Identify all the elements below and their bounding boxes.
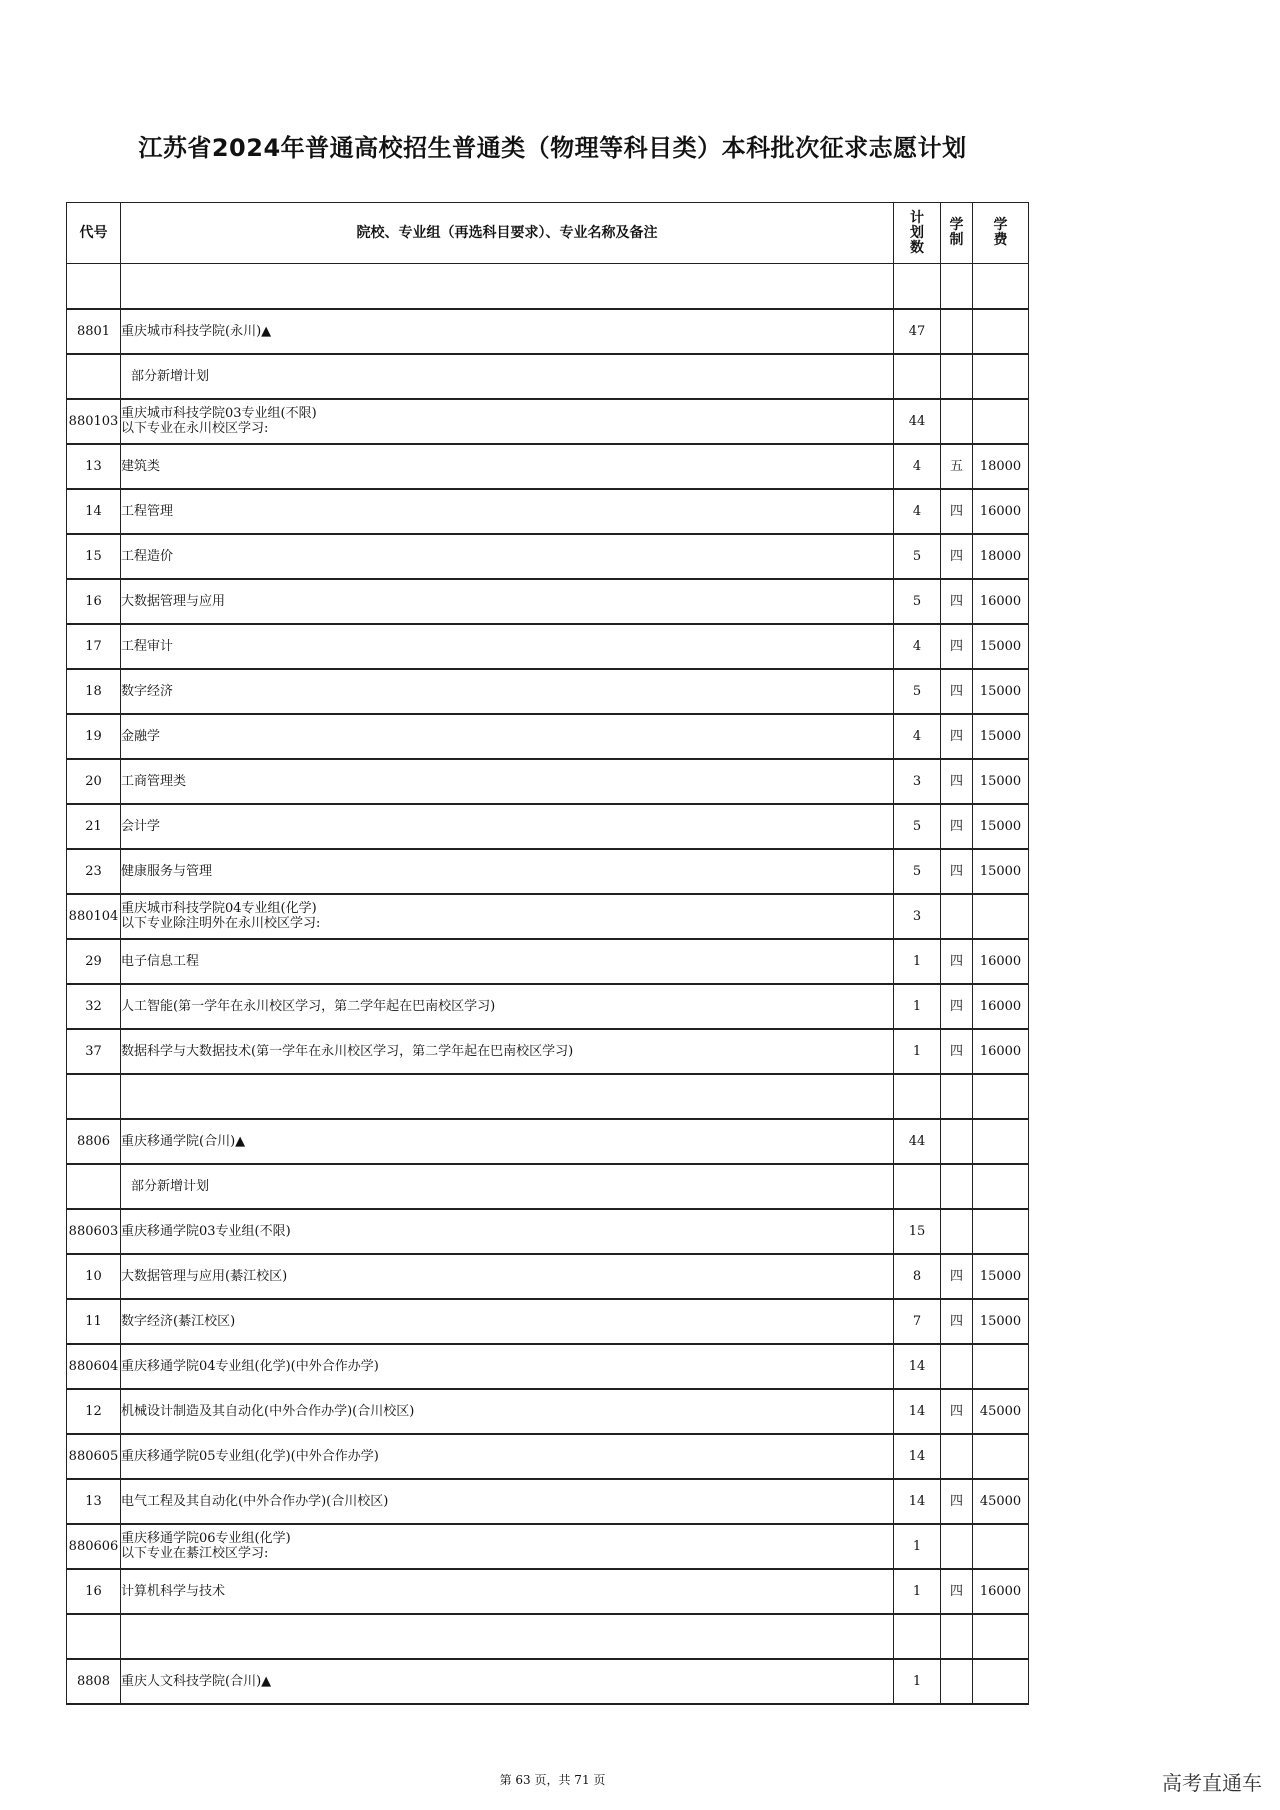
cell-code: 8801 xyxy=(67,309,121,354)
cell-name-line: 部分新增计划 xyxy=(131,368,210,384)
cell-fee: 15000 xyxy=(973,759,1029,804)
cell-code xyxy=(67,264,121,309)
cell-plan: 5 xyxy=(894,849,941,894)
table-row xyxy=(67,759,1029,804)
cell-plan: 7 xyxy=(894,1299,941,1344)
cell-years xyxy=(941,1164,973,1209)
cell-years: 四 xyxy=(941,804,973,849)
cell-name xyxy=(121,939,894,984)
cell-name xyxy=(121,309,894,354)
cell-fee: 15000 xyxy=(973,804,1029,849)
cell-years: 四 xyxy=(941,1029,973,1074)
table-row xyxy=(67,1164,1029,1209)
cell-years xyxy=(941,1344,973,1389)
cell-years xyxy=(941,309,973,354)
cell-fee: 16000 xyxy=(973,1029,1029,1074)
cell-years: 四 xyxy=(941,579,973,624)
cell-name xyxy=(121,1389,894,1434)
cell-name-line: 人工智能(第一学年在永川校区学习，第二学年起在巴南校区学习) xyxy=(121,998,496,1014)
table-row xyxy=(67,1434,1029,1479)
cell-years: 四 xyxy=(941,849,973,894)
cell-years: 四 xyxy=(941,1299,973,1344)
cell-plan: 8 xyxy=(894,1254,941,1299)
cell-code: 16 xyxy=(67,579,121,624)
cell-name-line: 计算机科学与技术 xyxy=(121,1583,226,1599)
table-row xyxy=(67,534,1029,579)
cell-name xyxy=(121,624,894,669)
cell-name-line: 工程审计 xyxy=(121,638,174,654)
cell-fee: 18000 xyxy=(973,444,1029,489)
cell-plan: 3 xyxy=(894,894,941,939)
table-row xyxy=(67,1614,1029,1659)
cell-name xyxy=(121,1479,894,1524)
cell-code: 14 xyxy=(67,489,121,534)
cell-name xyxy=(121,894,894,939)
cell-name-line: 电气工程及其自动化(中外合作办学)(合川校区) xyxy=(121,1493,389,1509)
cell-name xyxy=(121,1029,894,1074)
cell-name xyxy=(121,1434,894,1479)
cell-years: 四 xyxy=(941,714,973,759)
cell-plan: 5 xyxy=(894,804,941,849)
cell-plan: 4 xyxy=(894,489,941,534)
cell-years xyxy=(941,1614,973,1659)
page-title: 江苏省2024年普通高校招生普通类（物理等科目类）本科批次征求志愿计划 xyxy=(138,134,967,162)
cell-fee: 45000 xyxy=(973,1479,1029,1524)
cell-plan: 15 xyxy=(894,1209,941,1254)
cell-name xyxy=(121,1074,894,1119)
cell-code: 17 xyxy=(67,624,121,669)
cell-code: 12 xyxy=(67,1389,121,1434)
cell-name-line: 健康服务与管理 xyxy=(121,863,213,879)
cell-name-line: 会计学 xyxy=(121,818,161,834)
cell-years: 四 xyxy=(941,984,973,1029)
cell-plan: 5 xyxy=(894,534,941,579)
cell-plan: 1 xyxy=(894,1569,941,1614)
table-row xyxy=(67,354,1029,399)
cell-years xyxy=(941,894,973,939)
cell-code: 8806 xyxy=(67,1119,121,1164)
cell-name-line: 数据科学与大数据技术(第一学年在永川校区学习，第二学年起在巴南校区学习) xyxy=(121,1043,574,1059)
cell-years: 四 xyxy=(941,759,973,804)
cell-years xyxy=(941,1119,973,1164)
table-row xyxy=(67,579,1029,624)
table-row xyxy=(67,714,1029,759)
table-row xyxy=(67,894,1029,939)
cell-code: 16 xyxy=(67,1569,121,1614)
cell-name-line: 数字经济 xyxy=(121,683,174,699)
cell-years xyxy=(941,264,973,309)
table-row xyxy=(67,444,1029,489)
cell-fee xyxy=(973,1659,1029,1704)
cell-fee: 18000 xyxy=(973,534,1029,579)
page-number: 第 63 页，共 71 页 xyxy=(499,1773,606,1787)
cell-name xyxy=(121,1569,894,1614)
cell-name-line: 数字经济(綦江校区) xyxy=(121,1313,236,1329)
cell-name-line: 机械设计制造及其自动化(中外合作办学)(合川校区) xyxy=(121,1403,415,1419)
cell-fee: 15000 xyxy=(973,624,1029,669)
cell-name xyxy=(121,1524,894,1569)
cell-name-line: 大数据管理与应用 xyxy=(121,593,226,609)
cell-fee xyxy=(973,1074,1029,1119)
cell-name xyxy=(121,804,894,849)
table-row xyxy=(67,1344,1029,1389)
cell-fee xyxy=(973,1164,1029,1209)
cell-name-line: 重庆移通学院03专业组(不限) xyxy=(121,1223,291,1239)
table-header-row xyxy=(67,203,1029,264)
cell-name xyxy=(121,1659,894,1704)
cell-plan xyxy=(894,354,941,399)
cell-name xyxy=(121,1299,894,1344)
cell-years: 五 xyxy=(941,444,973,489)
cell-name xyxy=(121,534,894,579)
cell-years: 四 xyxy=(941,624,973,669)
cell-plan: 14 xyxy=(894,1434,941,1479)
table-row xyxy=(67,624,1029,669)
cell-code: 19 xyxy=(67,714,121,759)
cell-code: 880604 xyxy=(67,1344,121,1389)
cell-years: 四 xyxy=(941,1389,973,1434)
cell-plan: 3 xyxy=(894,759,941,804)
cell-fee xyxy=(973,309,1029,354)
header-years: 学 制 xyxy=(941,203,973,264)
cell-fee xyxy=(973,1209,1029,1254)
cell-name xyxy=(121,714,894,759)
table-row xyxy=(67,1524,1029,1569)
table-row xyxy=(67,1479,1029,1524)
cell-name xyxy=(121,1614,894,1659)
cell-fee xyxy=(973,1434,1029,1479)
admission-plan-table xyxy=(66,202,1029,1705)
watermark: 高考直通车 xyxy=(1162,1771,1262,1795)
cell-fee: 16000 xyxy=(973,939,1029,984)
cell-fee xyxy=(973,894,1029,939)
cell-name-line: 重庆移通学院04专业组(化学)(中外合作办学) xyxy=(121,1358,379,1374)
cell-years xyxy=(941,1074,973,1119)
cell-fee: 15000 xyxy=(973,1299,1029,1344)
cell-fee: 15000 xyxy=(973,849,1029,894)
cell-fee xyxy=(973,354,1029,399)
cell-name-line: 重庆人文科技学院(合川)▲ xyxy=(121,1673,272,1689)
cell-name xyxy=(121,354,894,399)
cell-name-line: 以下专业在綦江校区学习: xyxy=(121,1546,269,1561)
cell-years: 四 xyxy=(941,939,973,984)
table-row xyxy=(67,1254,1029,1299)
table-row xyxy=(67,804,1029,849)
cell-code xyxy=(67,1164,121,1209)
cell-name-line: 金融学 xyxy=(121,728,161,744)
cell-code: 29 xyxy=(67,939,121,984)
cell-name-line: 重庆城市科技学院04专业组(化学) xyxy=(121,901,317,916)
cell-plan: 44 xyxy=(894,399,941,444)
table-row xyxy=(67,849,1029,894)
cell-plan: 47 xyxy=(894,309,941,354)
table-row xyxy=(67,669,1029,714)
cell-name xyxy=(121,1164,894,1209)
cell-code: 15 xyxy=(67,534,121,579)
table-row xyxy=(67,1074,1029,1119)
cell-fee xyxy=(973,1614,1029,1659)
cell-code: 21 xyxy=(67,804,121,849)
cell-plan: 5 xyxy=(894,579,941,624)
cell-years: 四 xyxy=(941,534,973,579)
cell-plan: 5 xyxy=(894,669,941,714)
cell-plan: 14 xyxy=(894,1389,941,1434)
cell-plan: 1 xyxy=(894,1659,941,1704)
header-plan: 计 划 数 xyxy=(894,203,941,264)
cell-fee xyxy=(973,1119,1029,1164)
table-row xyxy=(67,1119,1029,1164)
cell-name xyxy=(121,849,894,894)
cell-fee xyxy=(973,1524,1029,1569)
table-row xyxy=(67,1209,1029,1254)
cell-name xyxy=(121,759,894,804)
cell-years xyxy=(941,1209,973,1254)
cell-code: 23 xyxy=(67,849,121,894)
cell-name-line: 重庆城市科技学院(永川)▲ xyxy=(121,323,272,339)
cell-name xyxy=(121,444,894,489)
cell-name-line: 建筑类 xyxy=(121,458,161,474)
cell-name xyxy=(121,579,894,624)
cell-fee xyxy=(973,399,1029,444)
cell-fee: 15000 xyxy=(973,714,1029,759)
table-row xyxy=(67,399,1029,444)
table-row xyxy=(67,1659,1029,1704)
cell-code: 880104 xyxy=(67,894,121,939)
cell-plan: 4 xyxy=(894,714,941,759)
table-row xyxy=(67,1299,1029,1344)
cell-code xyxy=(67,354,121,399)
cell-code: 32 xyxy=(67,984,121,1029)
cell-fee xyxy=(973,1344,1029,1389)
cell-code: 10 xyxy=(67,1254,121,1299)
cell-name-line: 电子信息工程 xyxy=(121,953,200,969)
header-fee: 学 费 xyxy=(973,203,1029,264)
cell-code xyxy=(67,1074,121,1119)
cell-plan: 1 xyxy=(894,1524,941,1569)
cell-code: 18 xyxy=(67,669,121,714)
cell-years xyxy=(941,1434,973,1479)
cell-plan xyxy=(894,1164,941,1209)
cell-fee: 16000 xyxy=(973,489,1029,534)
cell-years: 四 xyxy=(941,1254,973,1299)
cell-code: 20 xyxy=(67,759,121,804)
table-row xyxy=(67,489,1029,534)
cell-fee: 16000 xyxy=(973,1569,1029,1614)
cell-years xyxy=(941,354,973,399)
cell-name-line: 以下专业在永川校区学习: xyxy=(121,421,269,436)
cell-code: 880606 xyxy=(67,1524,121,1569)
cell-code: 13 xyxy=(67,444,121,489)
cell-years: 四 xyxy=(941,1569,973,1614)
cell-years xyxy=(941,1659,973,1704)
cell-fee xyxy=(973,264,1029,309)
cell-code: 13 xyxy=(67,1479,121,1524)
cell-code: 880603 xyxy=(67,1209,121,1254)
table-row xyxy=(67,984,1029,1029)
cell-name-line: 工程管理 xyxy=(121,503,174,519)
cell-code xyxy=(67,1614,121,1659)
cell-code: 880605 xyxy=(67,1434,121,1479)
cell-code: 880103 xyxy=(67,399,121,444)
cell-name xyxy=(121,669,894,714)
cell-plan xyxy=(894,1074,941,1119)
cell-name-line: 大数据管理与应用(綦江校区) xyxy=(121,1268,288,1284)
cell-name-line: 重庆移通学院06专业组(化学) xyxy=(121,1531,291,1546)
cell-name-line: 工程造价 xyxy=(121,548,174,564)
cell-name xyxy=(121,399,894,444)
cell-fee: 16000 xyxy=(973,579,1029,624)
cell-fee: 15000 xyxy=(973,669,1029,714)
cell-years: 四 xyxy=(941,1479,973,1524)
cell-plan: 14 xyxy=(894,1479,941,1524)
cell-name-line: 重庆移通学院(合川)▲ xyxy=(121,1133,246,1149)
cell-plan: 1 xyxy=(894,939,941,984)
cell-name-line: 重庆城市科技学院03专业组(不限) xyxy=(121,406,317,421)
cell-fee: 15000 xyxy=(973,1254,1029,1299)
cell-fee: 16000 xyxy=(973,984,1029,1029)
cell-years: 四 xyxy=(941,669,973,714)
table-row xyxy=(67,1029,1029,1074)
table-row xyxy=(67,309,1029,354)
cell-name-line: 以下专业除注明外在永川校区学习: xyxy=(121,916,321,931)
cell-plan: 4 xyxy=(894,624,941,669)
cell-plan: 1 xyxy=(894,1029,941,1074)
table-row xyxy=(67,1389,1029,1434)
cell-name xyxy=(121,984,894,1029)
table-body xyxy=(67,264,1029,1704)
cell-name xyxy=(121,264,894,309)
header-code: 代号 xyxy=(67,203,121,264)
cell-code: 11 xyxy=(67,1299,121,1344)
cell-plan: 44 xyxy=(894,1119,941,1164)
cell-name-line: 工商管理类 xyxy=(121,773,187,789)
cell-code: 8808 xyxy=(67,1659,121,1704)
cell-name-line: 重庆移通学院05专业组(化学)(中外合作办学) xyxy=(121,1448,379,1464)
cell-plan xyxy=(894,1614,941,1659)
table-row xyxy=(67,939,1029,984)
header-name: 院校、专业组（再选科目要求）、专业名称及备注 xyxy=(121,203,894,264)
table-row xyxy=(67,264,1029,309)
table-row xyxy=(67,1569,1029,1614)
cell-plan: 1 xyxy=(894,984,941,1029)
cell-years: 四 xyxy=(941,489,973,534)
cell-name xyxy=(121,1119,894,1164)
cell-plan: 4 xyxy=(894,444,941,489)
cell-name-line: 部分新增计划 xyxy=(131,1178,210,1194)
cell-name xyxy=(121,1344,894,1389)
cell-years xyxy=(941,399,973,444)
cell-fee: 45000 xyxy=(973,1389,1029,1434)
cell-plan xyxy=(894,264,941,309)
cell-name xyxy=(121,489,894,534)
cell-years xyxy=(941,1524,973,1569)
cell-name xyxy=(121,1209,894,1254)
cell-name xyxy=(121,1254,894,1299)
cell-code: 37 xyxy=(67,1029,121,1074)
cell-plan: 14 xyxy=(894,1344,941,1389)
